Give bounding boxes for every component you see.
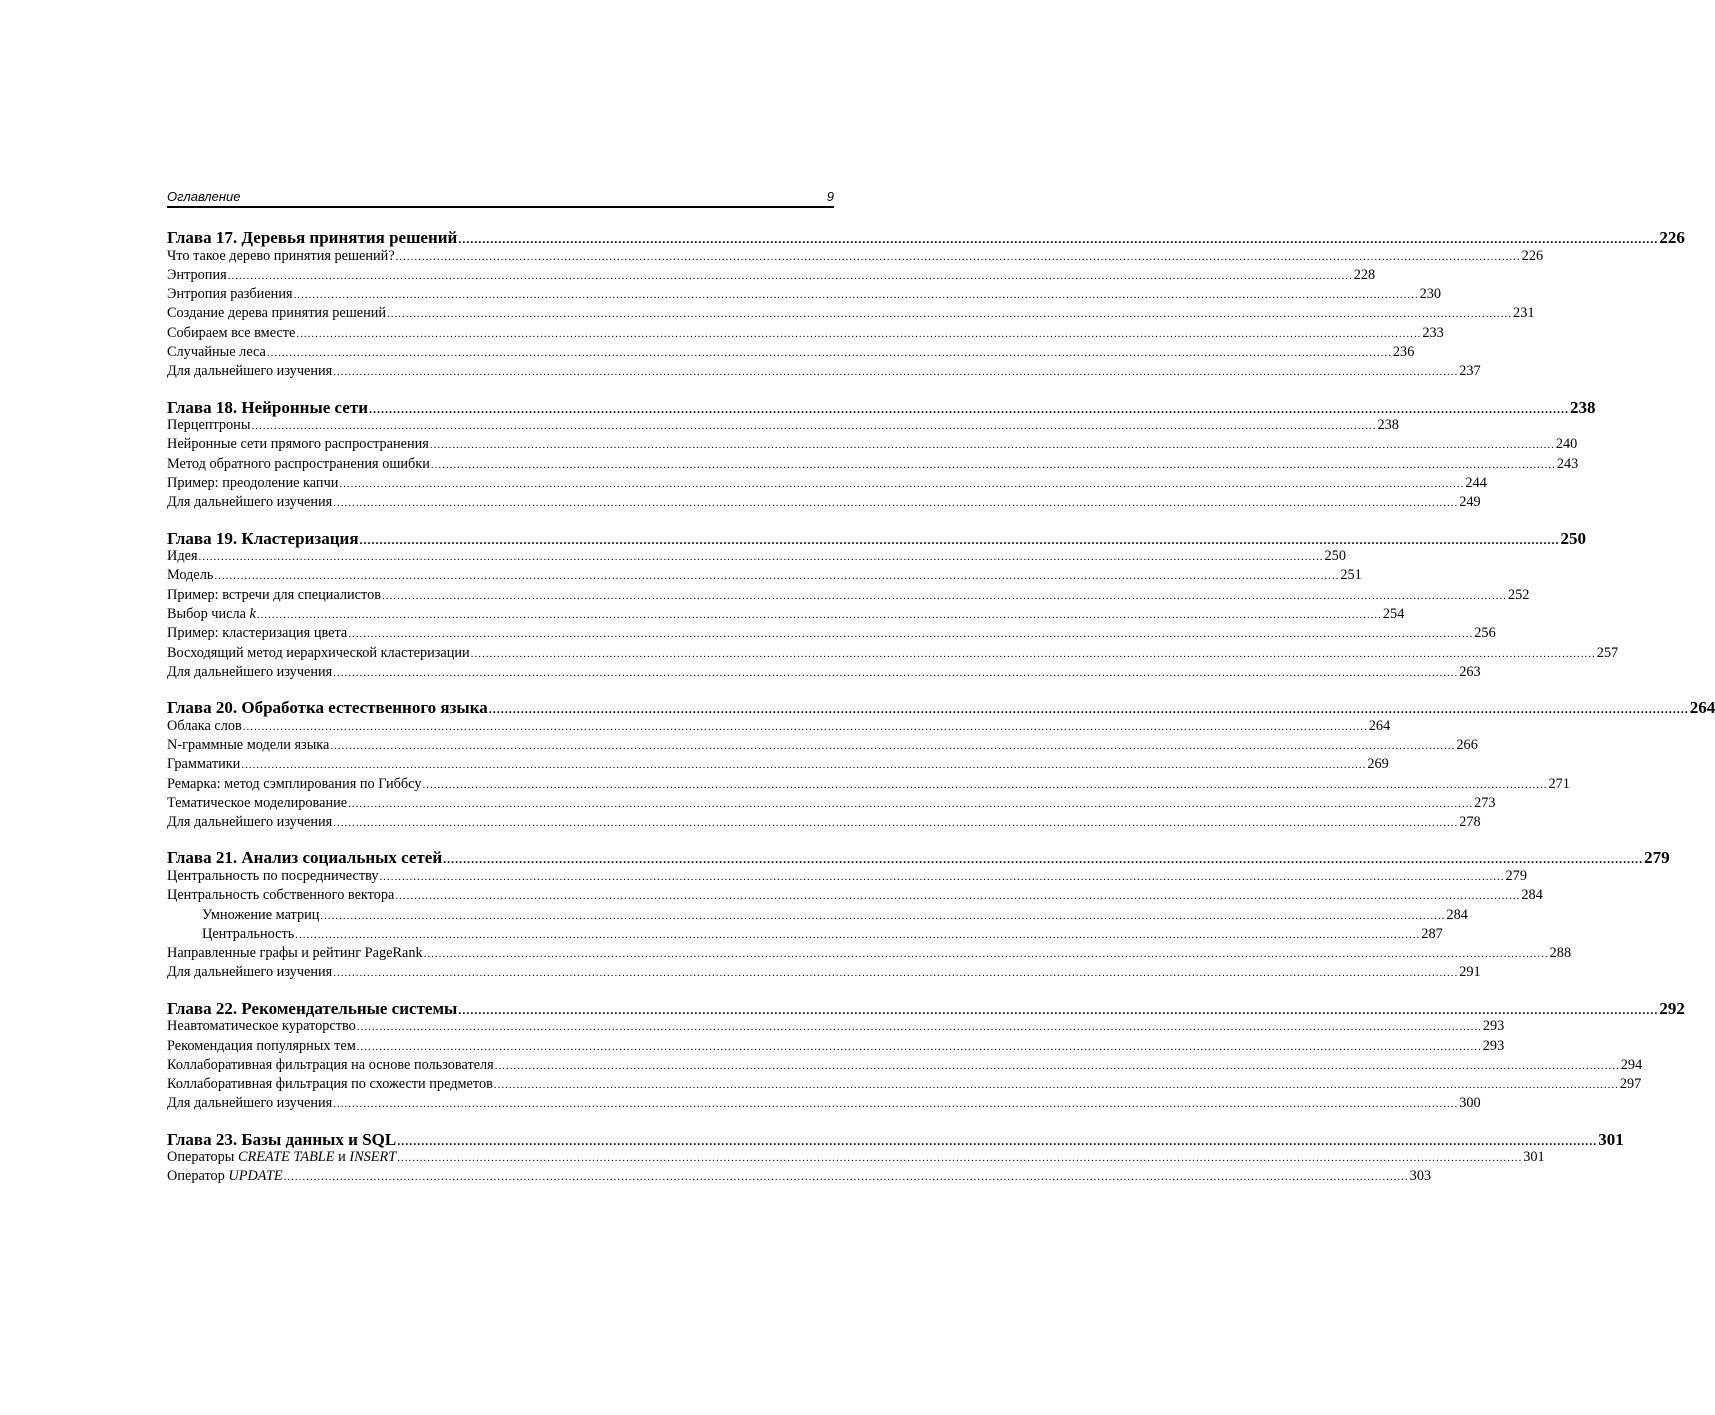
title-segment: Для дальнейшего изучения	[167, 363, 333, 380]
toc-entry[interactable]	[167, 343, 1415, 363]
title-segment: Центральность по посредничеству	[167, 867, 379, 884]
entry-title	[167, 325, 295, 342]
entry-title	[167, 529, 359, 549]
dot-leader: ............................................................................................................................................................................................................................................................................................................	[488, 702, 1689, 717]
toc-entry[interactable]	[167, 494, 1481, 513]
entry-title	[167, 548, 198, 565]
entry-title	[167, 795, 347, 812]
title-segment: Глава 20. Обработка естественного языка	[167, 698, 488, 718]
entry-title	[167, 945, 423, 962]
running-header	[167, 186, 834, 208]
entry-title	[167, 625, 347, 642]
entry-title	[167, 887, 394, 904]
dot-leader: ............................................................................................................................................................................................................................................................................................................	[296, 327, 1422, 340]
dot-leader: ............................................................................................................................................................................................................................................................................................................	[283, 1171, 1409, 1184]
dot-leader: ............................................................................................................................................................................................................................................................................................................	[242, 720, 1368, 733]
dot-leader: ............................................................................................................................................................................................................................................................................................................	[295, 928, 1421, 941]
toc-entry[interactable]	[167, 1095, 1481, 1114]
entry-title	[167, 848, 442, 868]
title-segment: Нейронные сети прямого распространения	[167, 436, 429, 453]
dot-leader: ............................................................................................................................................................................................................................................................................................................	[397, 1133, 1598, 1148]
title-segment: Коллаборативная фильтрация по схожести предметов	[167, 1076, 493, 1093]
entry-title	[167, 587, 381, 604]
title-segment: Коллаборативная фильтрация на основе пользователя	[167, 1056, 494, 1073]
page-ref: 292	[1659, 998, 1685, 1018]
toc-entry[interactable]	[167, 1149, 1545, 1168]
title-segment: Случайные леса	[167, 343, 266, 360]
page-ref: 231	[1513, 305, 1535, 322]
entry-title	[167, 718, 242, 735]
chapter-block	[167, 228, 1685, 383]
dot-leader: ............................................................................................................................................................................................................................................................................................................	[369, 401, 1569, 416]
title-segment: UPDATE	[228, 1168, 283, 1185]
page-ref: 250	[1560, 528, 1587, 548]
entry-title	[167, 814, 332, 831]
dot-leader: ............................................................................................................................................................................................................................................................................................................	[348, 797, 1474, 810]
dot-leader: ............................................................................................................................................................................................................................................................................................................	[330, 739, 1456, 752]
entry-title	[167, 737, 329, 754]
toc-entry[interactable]	[167, 1037, 1505, 1057]
dot-leader: ............................................................................................................................................................................................................................................................................................................	[348, 628, 1474, 641]
dot-leader: ............................................................................................................................................................................................................................................................................................................	[251, 420, 1377, 433]
title-segment: Центральность собственного вектора	[167, 887, 395, 904]
toc-entry[interactable]	[167, 1168, 1432, 1187]
page-ref: 244	[1465, 474, 1487, 491]
title-segment: Метод обратного распространения ошибки	[167, 455, 430, 472]
entry-title	[167, 1038, 356, 1055]
page-ref: 284	[1521, 887, 1543, 904]
entry-title	[167, 475, 338, 492]
chapter-heading[interactable]	[167, 1129, 1624, 1150]
dot-leader: ............................................................................................................................................................................................................................................................................................................	[381, 589, 1507, 602]
chapter-heading[interactable]	[167, 228, 1685, 248]
page-ref: 284	[1446, 906, 1468, 923]
title-segment: Выбор числа	[167, 605, 250, 622]
title-segment: Направленные графы и рейтинг PageRank	[167, 945, 423, 962]
page-ref: 264	[1368, 717, 1391, 734]
toc-entry[interactable]	[167, 305, 1535, 324]
title-segment: Грамматики	[167, 756, 241, 773]
entry-title	[167, 456, 430, 473]
title-segment: Глава 18. Нейронные сети	[167, 397, 368, 417]
entry-title	[167, 494, 332, 511]
title-segment: Оператор	[167, 1168, 229, 1185]
title-segment: Что такое дерево принятия решений?	[167, 247, 395, 264]
page-ref: 252	[1507, 586, 1530, 603]
page-ref: 266	[1456, 736, 1478, 753]
entry-title	[167, 305, 386, 322]
chapter-heading[interactable]	[167, 397, 1596, 418]
title-segment: Пример: преодоление капчи	[167, 474, 339, 491]
title-segment: Для дальнейшего изучения	[167, 814, 333, 831]
title-segment: N-граммные модели языка	[167, 736, 330, 753]
toc-entry[interactable]	[167, 605, 1405, 625]
page-ref: 236	[1392, 343, 1415, 360]
title-segment: k	[249, 605, 256, 622]
toc-entry[interactable]	[167, 814, 1481, 833]
entry-title	[167, 1057, 494, 1074]
dot-leader: ............................................................................................................................................................................................................................................................................................................	[379, 870, 1505, 883]
toc-entry[interactable]	[167, 906, 1468, 926]
dot-leader: ............................................................................................................................................................................................................................................................................................................	[333, 497, 1459, 510]
dot-leader: ............................................................................................................................................................................................................................................................................................................	[333, 1098, 1459, 1111]
entry-title	[167, 228, 457, 248]
chapter-heading[interactable]	[167, 848, 1670, 868]
toc-entry[interactable]	[167, 247, 1544, 267]
toc-entry[interactable]	[167, 363, 1481, 382]
page-ref: 249	[1459, 494, 1481, 511]
chapter-block	[167, 397, 1596, 514]
chapter-block	[167, 698, 1715, 833]
toc-entry[interactable]	[167, 663, 1481, 683]
page-ref: 301	[1598, 1129, 1624, 1149]
page-number: 9	[826, 189, 834, 204]
dot-leader: ............................................................................................................................................................................................................................................................................................................	[241, 759, 1367, 772]
toc-entry[interactable]	[167, 964, 1481, 983]
page-ref: 226	[1521, 247, 1544, 264]
title-segment: Глава 19. Кластеризация	[167, 528, 359, 548]
entry-title	[167, 964, 332, 981]
title-segment: Идея	[167, 548, 198, 565]
title-segment: Рекомендация популярных тем	[167, 1037, 356, 1054]
dot-leader: ............................................................................................................................................................................................................................................................................................................	[320, 909, 1446, 922]
entry-title	[167, 868, 379, 885]
title-segment: Для дальнейшего изучения	[167, 964, 333, 981]
entry-title	[167, 926, 294, 943]
toc-entry[interactable]	[167, 736, 1478, 756]
dot-leader: ............................................................................................................................................................................................................................................................................................................	[387, 308, 1513, 321]
chapter-block	[167, 1129, 1624, 1188]
entry-title	[167, 907, 319, 924]
toc-entry[interactable]	[167, 887, 1543, 906]
entry-title	[167, 645, 470, 662]
dot-leader: ............................................................................................................................................................................................................................................................................................................	[397, 1152, 1523, 1165]
chapter-block	[167, 528, 1619, 684]
dot-leader: ............................................................................................................................................................................................................................................................................................................	[356, 1021, 1482, 1034]
title-segment: Модель	[167, 567, 214, 584]
page-ref: 300	[1459, 1095, 1481, 1112]
toc-entry[interactable]	[167, 1056, 1643, 1076]
toc-entry[interactable]	[167, 567, 1362, 586]
title-segment: Облака слов	[167, 717, 242, 734]
toc-entry[interactable]	[167, 756, 1389, 775]
toc-entry[interactable]	[167, 455, 1579, 475]
toc-entry[interactable]	[167, 794, 1496, 814]
toc-entry[interactable]	[167, 945, 1572, 964]
entry-title	[167, 776, 421, 793]
title-segment: Центральность	[202, 925, 295, 942]
toc-entry[interactable]	[167, 586, 1530, 606]
dot-leader: ............................................................................................................................................................................................................................................................................................................	[494, 1059, 1620, 1072]
entry-title	[167, 417, 250, 434]
dot-leader: ............................................................................................................................................................................................................................................................................................................	[333, 967, 1459, 980]
entry-title	[167, 436, 429, 453]
dot-leader: ............................................................................................................................................................................................................................................................................................................	[359, 532, 1560, 547]
entry-title	[167, 1130, 396, 1150]
dot-leader: ............................................................................................................................................................................................................................................................................................................	[458, 1002, 1659, 1017]
dot-leader: ............................................................................................................................................................................................................................................................................................................	[293, 289, 1419, 302]
page-ref: 301	[1523, 1149, 1545, 1166]
page-ref: 264	[1689, 698, 1715, 718]
dot-leader: ............................................................................................................................................................................................................................................................................................................	[266, 346, 1392, 359]
dot-leader: ............................................................................................................................................................................................................................................................................................................	[333, 817, 1459, 830]
dot-leader: ............................................................................................................................................................................................................................................................................................................	[339, 477, 1465, 490]
page-ref: 294	[1620, 1056, 1643, 1073]
dot-leader: ............................................................................................................................................................................................................................................................................................................	[198, 551, 1324, 564]
page-ref: 251	[1340, 567, 1362, 584]
title-segment: Для дальнейшего изучения	[167, 663, 333, 680]
title-segment: Глава 21. Анализ социальных сетей	[167, 848, 443, 868]
page-ref: 254	[1382, 605, 1405, 622]
title-segment: Глава 22. Рекомендательные системы	[167, 998, 458, 1018]
page-ref: 287	[1421, 925, 1443, 942]
entry-title	[167, 398, 368, 418]
chapter-heading[interactable]	[167, 698, 1715, 718]
toc-entry[interactable]	[167, 417, 1399, 436]
page-ref: 288	[1549, 945, 1572, 962]
dot-leader: ............................................................................................................................................................................................................................................................................................................	[422, 778, 1548, 791]
entry-title	[167, 606, 256, 623]
toc-entry[interactable]	[167, 925, 1443, 945]
title-segment: Умножение матриц	[202, 906, 320, 923]
entry-title	[167, 999, 457, 1019]
toc-entry[interactable]	[167, 324, 1444, 344]
dot-leader: ............................................................................................................................................................................................................................................................................................................	[356, 1040, 1482, 1053]
page-ref: 271	[1548, 775, 1570, 792]
entry-title	[167, 664, 332, 681]
dot-leader: ............................................................................................................................................................................................................................................................................................................	[470, 647, 1596, 660]
dot-leader: ............................................................................................................................................................................................................................................................................................................	[443, 852, 1644, 867]
dot-leader: ............................................................................................................................................................................................................................................................................................................	[395, 890, 1521, 903]
dot-leader: ............................................................................................................................................................................................................................................................................................................	[429, 439, 1555, 452]
title-segment: Операторы	[167, 1149, 238, 1166]
dot-leader: ............................................................................................................................................................................................................................................................................................................	[333, 666, 1459, 679]
title-segment: Для дальнейшего изучения	[167, 494, 333, 511]
entry-title	[167, 567, 213, 584]
dot-leader: ............................................................................................................................................................................................................................................................................................................	[458, 232, 1659, 246]
entry-title	[167, 698, 488, 718]
dot-leader: ............................................................................................................................................................................................................................................................................................................	[333, 366, 1459, 379]
toc-entry[interactable]	[167, 474, 1487, 494]
entry-title	[167, 756, 240, 773]
entry-title	[167, 1095, 332, 1112]
page-ref: 293	[1482, 1037, 1505, 1054]
toc-entry[interactable]	[167, 625, 1496, 644]
dot-leader: ............................................................................................................................................................................................................................................................................................................	[423, 948, 1549, 961]
toc-entry[interactable]	[167, 548, 1346, 567]
entry-title	[167, 344, 266, 361]
toc-entry[interactable]	[167, 867, 1527, 887]
entry-title	[167, 1149, 396, 1166]
dot-leader: ............................................................................................................................................................................................................................................................................................................	[395, 250, 1521, 263]
chapter-block	[167, 998, 1685, 1115]
page-ref: 233	[1422, 324, 1444, 341]
title-segment: Глава 23. Базы данных и SQL	[167, 1129, 397, 1149]
chapter-heading[interactable]	[167, 998, 1685, 1019]
toc-entry[interactable]	[167, 644, 1619, 664]
page-ref: 237	[1459, 363, 1481, 380]
entry-title	[167, 1076, 493, 1093]
dot-leader: ............................................................................................................................................................................................................................................................................................................	[430, 458, 1556, 471]
title-segment: Энтропия разбиения	[167, 286, 293, 303]
page-ref: 256	[1474, 625, 1496, 642]
chapter-heading[interactable]	[167, 528, 1587, 549]
entry-title	[167, 286, 293, 303]
title-segment: Пример: кластеризация цвета	[167, 625, 348, 642]
title-segment: INSERT	[349, 1149, 397, 1166]
entry-title	[167, 1168, 283, 1185]
page-ref: 303	[1409, 1168, 1432, 1185]
dot-leader: ............................................................................................................................................................................................................................................................................................................	[256, 608, 1382, 621]
title-segment: Ремарка: метод сэмплирования по Гиббсу	[167, 775, 422, 792]
page-ref: 291	[1459, 964, 1481, 981]
page-ref: 240	[1555, 436, 1578, 453]
page-ref: 243	[1556, 455, 1579, 472]
page-ref: 273	[1474, 794, 1496, 811]
toc-entry[interactable]	[167, 266, 1376, 286]
page-ref: 228	[1353, 266, 1376, 283]
page-ref: 293	[1482, 1018, 1505, 1035]
dot-leader: ............................................................................................................................................................................................................................................................................................................	[214, 570, 1340, 583]
entry-title	[167, 1018, 356, 1035]
table-of-contents	[167, 228, 1715, 1203]
title-segment: Неавтоматическое кураторство	[167, 1018, 356, 1035]
header-title: Оглавление	[167, 189, 241, 204]
page-ref: 278	[1459, 814, 1481, 831]
page-ref: 257	[1596, 644, 1619, 661]
toc-entry[interactable]	[167, 717, 1391, 737]
entry-title	[167, 267, 227, 284]
title-segment: Пример: встречи для специалистов	[167, 586, 381, 603]
title-segment: Восходящий метод иерархической кластеризации	[167, 644, 470, 661]
page-ref: 263	[1459, 663, 1481, 680]
page-ref: 238	[1377, 417, 1399, 434]
title-segment: Создание дерева принятия решений	[167, 305, 387, 322]
title-segment: Собираем все вместе	[167, 324, 296, 341]
title-segment: Энтропия	[167, 266, 227, 283]
page-ref: 238	[1570, 397, 1596, 417]
title-segment: и	[334, 1149, 350, 1166]
page-ref: 250	[1324, 548, 1346, 565]
dot-leader: ............................................................................................................................................................................................................................................................................................................	[493, 1079, 1619, 1092]
entry-title	[167, 248, 395, 265]
entry-title	[167, 363, 332, 380]
title-segment: Для дальнейшего изучения	[167, 1095, 333, 1112]
toc-entry[interactable]	[167, 436, 1578, 455]
toc-entry[interactable]	[167, 1018, 1505, 1037]
page-ref: 297	[1619, 1076, 1642, 1093]
title-segment: CREATE TABLE	[237, 1149, 335, 1166]
toc-entry[interactable]	[167, 1076, 1642, 1095]
page-ref: 269	[1367, 756, 1389, 773]
page-ref: 226	[1659, 228, 1685, 247]
page-ref: 279	[1644, 848, 1670, 868]
toc-entry[interactable]	[167, 775, 1570, 795]
dot-leader: ............................................................................................................................................................................................................................................................................................................	[227, 269, 1353, 282]
page-ref: 230	[1419, 286, 1442, 303]
title-segment: Перцептроны	[167, 417, 251, 434]
chapter-block	[167, 848, 1670, 983]
toc-entry[interactable]	[167, 286, 1442, 305]
title-segment: Глава 17. Деревья принятия решений	[167, 228, 458, 247]
title-segment: Тематическое моделирование	[167, 794, 348, 811]
page-ref: 279	[1505, 867, 1527, 884]
